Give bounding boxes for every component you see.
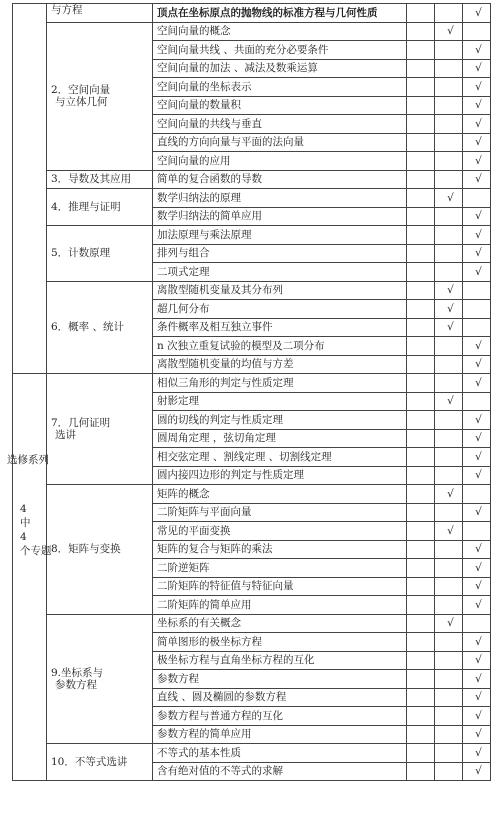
module-label	[47, 485, 153, 615]
mark-cell	[435, 651, 463, 670]
mark-cell	[463, 559, 491, 578]
mark-cell	[463, 189, 491, 208]
mark-cell	[435, 744, 463, 763]
mark-cell	[435, 596, 463, 615]
topic-cell: 条件概率及相互独立事件	[153, 318, 407, 337]
check-mark-icon: √	[475, 358, 482, 371]
mark-cell	[407, 392, 435, 411]
module-label-line: 8．矩阵与变换	[51, 543, 121, 556]
table-row	[13, 374, 491, 393]
topic-cell: 矩阵的复合与矩阵的乘法	[153, 540, 407, 559]
topic-cell: 简单的复合函数的导数	[153, 170, 407, 189]
mark-cell	[463, 318, 491, 337]
elective-series-label: 选修系列	[7, 454, 49, 466]
mark-cell	[463, 133, 491, 152]
mark-cell	[435, 374, 463, 393]
mark-cell	[435, 226, 463, 245]
check-mark-icon: √	[475, 339, 482, 352]
module-label-line: 2．空间向量	[51, 84, 111, 96]
mark-cell	[463, 670, 491, 689]
mark-cell	[407, 670, 435, 689]
check-mark-icon: √	[475, 99, 482, 112]
mark-cell	[463, 577, 491, 596]
mark-cell	[463, 96, 491, 115]
mark-cell	[435, 614, 463, 633]
mark-cell	[407, 41, 435, 60]
mark-cell	[435, 263, 463, 282]
check-mark-icon: √	[475, 765, 482, 778]
mark-cell	[435, 429, 463, 448]
module-label	[47, 4, 153, 23]
mark-cell	[463, 22, 491, 41]
check-mark-icon: √	[447, 524, 454, 537]
mark-cell	[435, 78, 463, 97]
table-row	[13, 226, 491, 245]
mark-cell	[435, 170, 463, 189]
mark-cell	[407, 411, 435, 430]
check-mark-icon: √	[475, 62, 482, 75]
topic-cell: 极坐标方程与直角坐标方程的互化	[153, 651, 407, 670]
topic-cell: 简单图形的极坐标方程	[153, 633, 407, 652]
mark-cell	[463, 651, 491, 670]
mark-cell	[435, 522, 463, 541]
topic-cell: 离散型随机变量的均值与方差	[153, 355, 407, 374]
mark-cell	[463, 374, 491, 393]
mark-cell	[407, 59, 435, 78]
check-mark-icon: √	[475, 173, 482, 186]
mark-cell	[407, 559, 435, 578]
mark-cell	[407, 22, 435, 41]
mark-cell	[407, 466, 435, 485]
topic-cell: 离散型随机变量及其分布列	[153, 281, 407, 300]
topic-cell: 参数方程	[153, 670, 407, 689]
mark-cell	[463, 337, 491, 356]
mark-cell	[435, 115, 463, 134]
mark-cell	[463, 540, 491, 559]
topic-cell: 空间向量的概念	[153, 22, 407, 41]
mark-cell	[435, 189, 463, 208]
module-label	[47, 281, 153, 374]
topic-cell: 空间向量共线 、共面的充分必要条件	[153, 41, 407, 60]
check-mark-icon: √	[475, 728, 482, 741]
check-mark-icon: √	[475, 672, 482, 685]
mark-cell	[407, 485, 435, 504]
check-mark-icon: √	[447, 395, 454, 408]
mark-cell	[407, 596, 435, 615]
topic-cell: 常见的平面变换	[153, 522, 407, 541]
topic-cell: 数学归纳法的原理	[153, 189, 407, 208]
mark-cell	[407, 429, 435, 448]
topic-cell: 加法原理与乘法原理	[153, 226, 407, 245]
mark-cell	[407, 633, 435, 652]
mark-cell	[435, 559, 463, 578]
module-label	[47, 744, 153, 781]
mark-cell	[407, 152, 435, 171]
mark-cell	[407, 614, 435, 633]
topic-cell: 相似三角形的判定与性质定理	[153, 374, 407, 393]
table-row	[13, 170, 491, 189]
topic-cell: 空间向量的加法 、减法及数乘运算	[153, 59, 407, 78]
mark-cell	[463, 614, 491, 633]
topic-cell: 二阶逆矩阵	[153, 559, 407, 578]
module-label-line: 与方程	[51, 4, 83, 16]
check-mark-icon: √	[475, 80, 482, 93]
four-in-four-line: 个专题	[20, 545, 52, 557]
mark-cell	[463, 263, 491, 282]
mark-cell	[407, 762, 435, 781]
check-mark-icon: √	[447, 321, 454, 334]
check-mark-icon: √	[475, 469, 482, 482]
table-row	[13, 281, 491, 300]
mark-cell	[463, 596, 491, 615]
check-mark-icon: √	[447, 487, 454, 500]
mark-cell	[463, 429, 491, 448]
topic-cell: 相交弦定理 、割线定理 、切割线定理	[153, 448, 407, 467]
check-mark-icon: √	[475, 413, 482, 426]
mark-cell	[407, 448, 435, 467]
mark-cell	[407, 300, 435, 319]
mark-cell	[435, 688, 463, 707]
table-row	[13, 22, 491, 41]
mark-cell	[435, 411, 463, 430]
topic-cell: 二阶矩阵与平面向量	[153, 503, 407, 522]
mark-cell	[463, 762, 491, 781]
check-mark-icon: √	[475, 6, 482, 19]
module-label	[47, 22, 153, 170]
check-mark-icon: √	[475, 117, 482, 130]
mark-cell	[407, 744, 435, 763]
mark-cell	[435, 207, 463, 226]
mark-cell	[435, 670, 463, 689]
module-label-line: 4．推理与证明	[51, 201, 121, 213]
table-row	[13, 614, 491, 633]
mark-cell	[463, 115, 491, 134]
mark-cell	[463, 152, 491, 171]
topic-cell: 空间向量的坐标表示	[153, 78, 407, 97]
topic-cell: 射影定理	[153, 392, 407, 411]
mark-cell	[407, 651, 435, 670]
mark-cell	[435, 281, 463, 300]
table-row	[13, 744, 491, 763]
check-mark-icon: √	[447, 191, 454, 204]
check-mark-icon: √	[475, 228, 482, 241]
module-label-line: 3．导数及其应用	[51, 173, 132, 186]
check-mark-icon: √	[475, 210, 482, 223]
mark-cell	[435, 466, 463, 485]
topic-cell: 参数方程与普通方程的互化	[153, 707, 407, 726]
topic-cell: 空间向量的数量积	[153, 96, 407, 115]
mark-cell	[463, 725, 491, 744]
mark-cell	[435, 133, 463, 152]
mark-cell	[463, 244, 491, 263]
topic-cell: 不等式的基本性质	[153, 744, 407, 763]
module-label	[47, 226, 153, 282]
mark-cell	[435, 96, 463, 115]
topic-cell: 坐标系的有关概念	[153, 614, 407, 633]
mark-cell	[407, 318, 435, 337]
mark-cell	[407, 226, 435, 245]
module-label	[47, 189, 153, 226]
mark-cell	[435, 318, 463, 337]
topic-cell: 圆的切线的判定与性质定理	[153, 411, 407, 430]
mark-cell	[463, 4, 491, 23]
mark-cell	[407, 4, 435, 23]
module-label	[47, 614, 153, 744]
mark-cell	[435, 577, 463, 596]
mark-cell	[407, 522, 435, 541]
check-mark-icon: √	[475, 376, 482, 389]
mark-cell	[435, 725, 463, 744]
mark-cell	[435, 485, 463, 504]
mark-cell	[407, 78, 435, 97]
four-in-four-line: 4	[20, 503, 27, 515]
table-row	[13, 4, 491, 23]
module-label	[47, 170, 153, 189]
mark-cell	[463, 392, 491, 411]
mark-cell	[407, 725, 435, 744]
check-mark-icon: √	[475, 598, 482, 611]
topic-cell: 排列与组合	[153, 244, 407, 263]
check-mark-icon: √	[475, 247, 482, 260]
four-in-four-label	[20, 502, 52, 558]
mark-cell	[407, 133, 435, 152]
mark-cell	[463, 707, 491, 726]
module-label-line: 9.坐标系与	[51, 666, 104, 679]
check-mark-icon: √	[475, 265, 482, 278]
mark-cell	[407, 281, 435, 300]
check-mark-icon: √	[475, 635, 482, 648]
topic-cell: 二阶矩阵的简单应用	[153, 596, 407, 615]
group-cell-elective	[7, 374, 52, 781]
check-mark-icon: √	[447, 25, 454, 38]
mark-cell	[463, 78, 491, 97]
check-mark-icon: √	[447, 617, 454, 630]
topic-cell: 二阶矩阵的特征值与特征向量	[153, 577, 407, 596]
mark-cell	[463, 300, 491, 319]
mark-cell	[463, 281, 491, 300]
mark-cell	[463, 226, 491, 245]
four-in-four-line: 4	[20, 531, 27, 543]
check-mark-icon: √	[475, 543, 482, 556]
mark-cell	[435, 41, 463, 60]
topic-cell: 直线的方向向量与平面的法向量	[153, 133, 407, 152]
check-mark-icon: √	[475, 43, 482, 56]
mark-cell	[463, 411, 491, 430]
module-label-line: 与立体几何	[55, 96, 108, 108]
module-label-line: 参数方程	[55, 678, 97, 691]
module-label	[47, 374, 153, 485]
mark-cell	[463, 207, 491, 226]
mark-cell	[435, 4, 463, 23]
topic-cell: 空间向量的应用	[153, 152, 407, 171]
mark-cell	[435, 152, 463, 171]
mark-cell	[435, 448, 463, 467]
mark-cell	[435, 707, 463, 726]
mark-cell	[435, 540, 463, 559]
mark-cell	[407, 170, 435, 189]
mark-cell	[407, 189, 435, 208]
check-mark-icon: √	[475, 709, 482, 722]
four-in-four-line: 中	[20, 517, 31, 529]
mark-cell	[463, 355, 491, 374]
mark-cell	[463, 466, 491, 485]
topic-cell: 数学归纳法的简单应用	[153, 207, 407, 226]
topic-cell: 矩阵的概念	[153, 485, 407, 504]
module-label-line: 5．计数原理	[51, 247, 111, 260]
mark-cell	[463, 59, 491, 78]
topic-cell: 直线 、圆及椭圆的参数方程	[153, 688, 407, 707]
topic-cell: 圆内接四边形的判定与性质定理	[153, 466, 407, 485]
mark-cell	[435, 392, 463, 411]
mark-cell	[407, 263, 435, 282]
mark-cell	[435, 355, 463, 374]
check-mark-icon: √	[475, 432, 482, 445]
mark-cell	[463, 744, 491, 763]
topic-cell: 含有绝对值的不等式的求解	[153, 762, 407, 781]
mark-cell	[407, 688, 435, 707]
topic-cell: n 次独立重复试验的模型及二项分布	[153, 337, 407, 356]
check-mark-icon: √	[475, 691, 482, 704]
module-label-line: 7．几何证明	[51, 417, 111, 429]
mark-cell	[435, 633, 463, 652]
module-label-line: 选讲	[55, 429, 76, 441]
check-mark-icon: √	[475, 561, 482, 574]
mark-cell	[407, 115, 435, 134]
table-row	[13, 189, 491, 208]
mark-cell	[435, 503, 463, 522]
requirements-table	[7, 3, 491, 781]
group-cell-compulsory	[13, 4, 47, 374]
mark-cell	[435, 244, 463, 263]
mark-cell	[407, 355, 435, 374]
mark-cell	[407, 244, 435, 263]
mark-cell	[463, 633, 491, 652]
mark-cell	[407, 96, 435, 115]
mark-cell	[407, 707, 435, 726]
check-mark-icon: √	[447, 302, 454, 315]
mark-cell	[407, 503, 435, 522]
mark-cell	[407, 207, 435, 226]
mark-cell	[463, 688, 491, 707]
mark-cell	[463, 41, 491, 60]
mark-cell	[407, 540, 435, 559]
mark-cell	[407, 577, 435, 596]
topic-cell: 顶点在坐标原点的抛物线的标准方程与几何性质	[153, 4, 407, 23]
topic-cell: 圆周角定理 ，弦切角定理	[153, 429, 407, 448]
table-row	[13, 485, 491, 504]
mark-cell	[435, 300, 463, 319]
mark-cell	[435, 22, 463, 41]
mark-cell	[463, 170, 491, 189]
table-body	[7, 4, 491, 781]
mark-cell	[435, 337, 463, 356]
check-mark-icon: √	[475, 746, 482, 759]
mark-cell	[407, 337, 435, 356]
topic-cell: 二项式定理	[153, 263, 407, 282]
topic-cell: 空间向量的共线与垂直	[153, 115, 407, 134]
check-mark-icon: √	[475, 506, 482, 519]
check-mark-icon: √	[475, 654, 482, 667]
module-label-line: 6．概率 、统计	[51, 321, 125, 334]
check-mark-icon: √	[447, 284, 454, 297]
topic-cell: 超几何分布	[153, 300, 407, 319]
topic-cell: 参数方程的简单应用	[153, 725, 407, 744]
mark-cell	[463, 503, 491, 522]
mark-cell	[435, 762, 463, 781]
mark-cell	[407, 374, 435, 393]
mark-cell	[463, 522, 491, 541]
check-mark-icon: √	[475, 154, 482, 167]
mark-cell	[463, 448, 491, 467]
mark-cell	[435, 59, 463, 78]
mark-cell	[463, 485, 491, 504]
check-mark-icon: √	[475, 136, 482, 149]
check-mark-icon: √	[475, 580, 482, 593]
module-label-line: 10．不等式选讲	[51, 756, 128, 768]
check-mark-icon: √	[475, 450, 482, 463]
